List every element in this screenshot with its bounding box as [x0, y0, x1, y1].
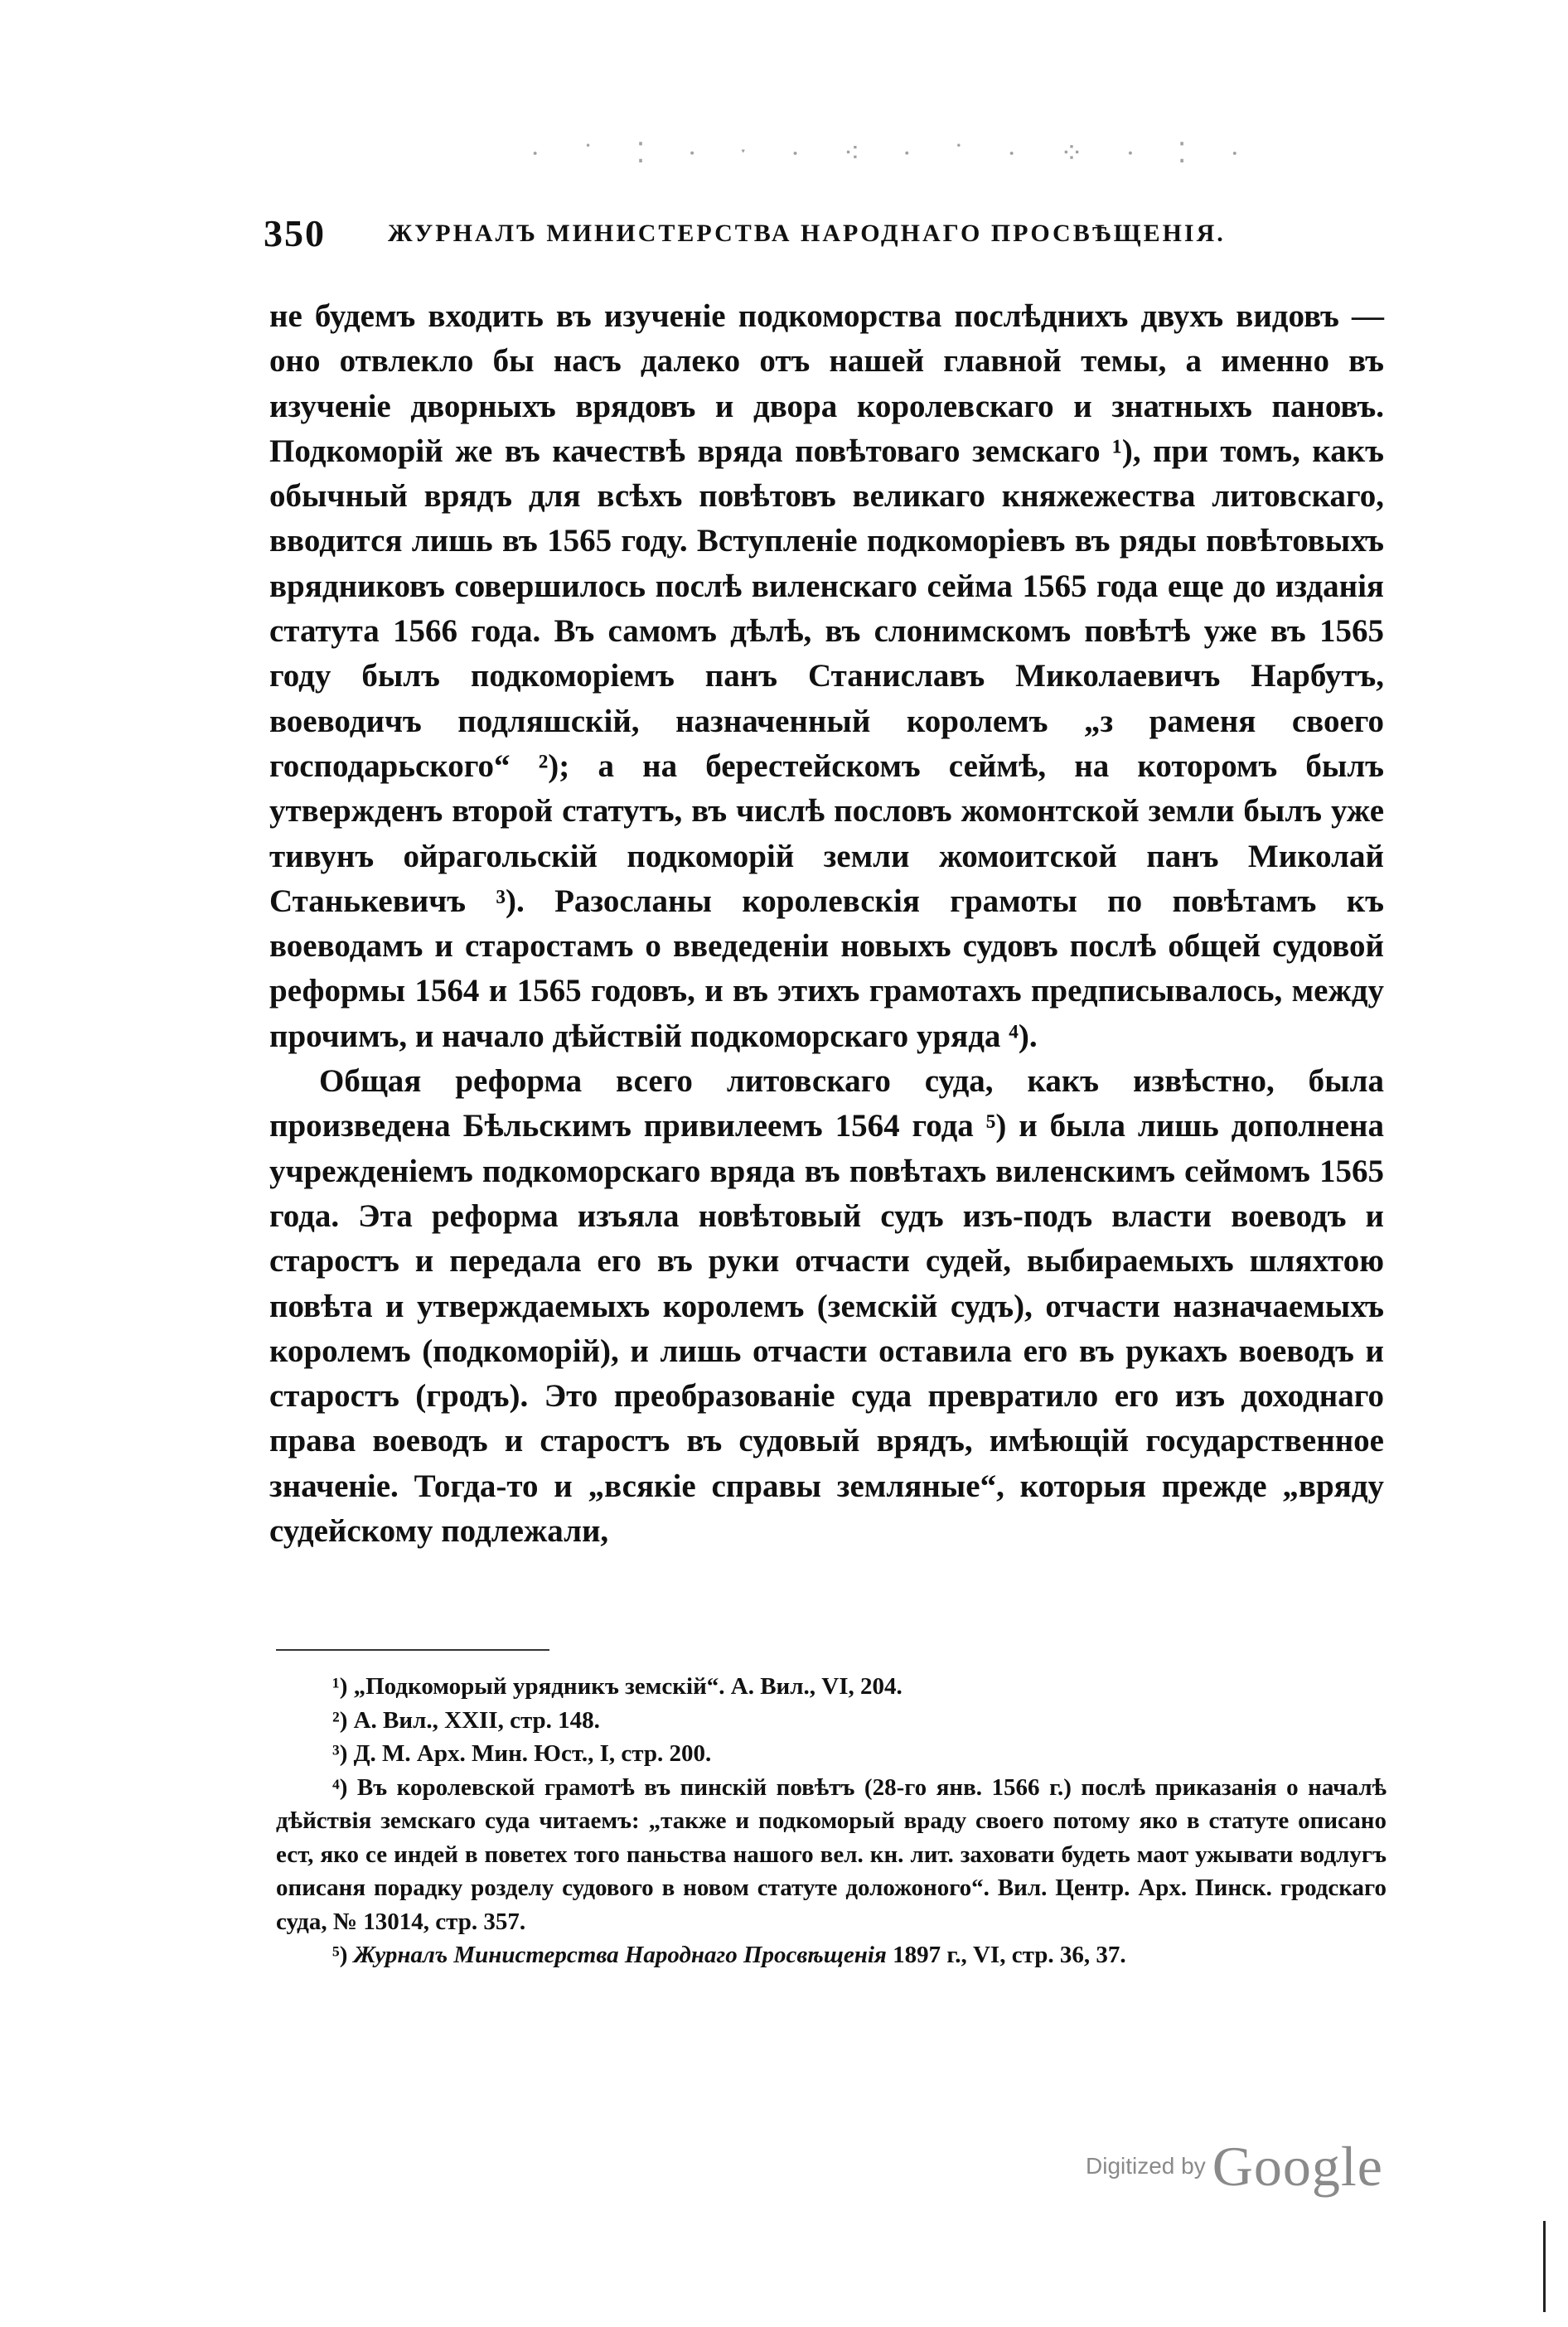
- running-title: ЖУРНАЛЪ МИНИСТЕРСТВА НАРОДНАГО ПРОСВѢЩЕНІЯ.: [388, 220, 1226, 247]
- scan-noise: · ˙ ⁚ ∙ ˑ · ⁖ ∙ ˙ · ⁘ ∙ ⁚ ·: [530, 138, 1258, 169]
- footnote-mark: ¹): [332, 1673, 348, 1700]
- footnote-mark: ⁴): [332, 1773, 348, 1801]
- page-number: 350: [264, 212, 326, 254]
- footnote-2: [276, 1704, 1387, 1738]
- footnote-text: „Подкоморый урядникъ земскій“. А. Вил., VI, 204.: [353, 1673, 903, 1700]
- footnote-1: [276, 1670, 1387, 1704]
- google-logo: Google: [1212, 2135, 1383, 2198]
- footnote-4: [276, 1771, 1387, 1939]
- footnote-3: [276, 1737, 1387, 1771]
- footnote-text: Въ королевской грамотѣ въ пинскій повѣтъ (28-го янв. 1566 г.) послѣ приказанія о началѣ дѣйствія земскаго суда читаемъ: „также и подкоморый враду своего потому яко в статуте описано ест, яко се индей в поветех того паньства нашого вел. кн. лит. заховати будеть маот ужывати водлугъ описаня порадку розделу судового в новом статуте доложоного“. Вил. Центр. Арх. Пинск. гродскаго суда, № 13014, стр. 357.: [276, 1773, 1387, 1935]
- paragraph-2: Общая реформа всего литовскаго суда, какъ извѣстно, была произведена Бѣльскимъ привилеемъ 1564 года ⁵) и была лишь дополнена учрежденіемъ подкоморскаго вряда въ повѣтахъ виленскимъ сеймомъ 1565 года. Эта реформа изъяла новѣтовый судъ изъ-подъ власти воеводъ и старостъ и передала его въ руки отчасти судей, выбираемыхъ шляхтою повѣта и утверждаемыхъ королемъ (земскій судъ), отчасти назначаемыхъ королемъ (подкоморій), и лишь отчасти оставила его въ рукахъ воеводъ и старостъ (гродъ). Это преобразованіе суда превратило его изъ доходнаго права воеводъ и старостъ въ судовый врядъ, имѣющій государственное значеніе. Тогда-то и „всякіе справы земляные“, которыя прежде „вряду судейскому подлежали,: [269, 1063, 1384, 1550]
- footnote-text: 1897 г., VI, стр. 36, 37.: [886, 1942, 1126, 1968]
- journal-title: Журналъ Министерства Народнаго Просвѣщенія: [353, 1942, 887, 1968]
- page-header: [264, 211, 1391, 261]
- footnote-mark: ³): [332, 1740, 348, 1767]
- footnote-mark: ²): [332, 1706, 348, 1734]
- footnote-5: [276, 1938, 1387, 1972]
- footnote-separator: [276, 1649, 549, 1651]
- main-text: [269, 294, 1384, 1554]
- paragraph-1: не будемъ входить въ изученіе подкоморства послѣднихъ двухъ видовъ — оно отвлекло бы насъ далеко отъ нашей главной темы, а именно въ изученіе дворныхъ врядовъ и двора королевскаго и знатныхъ пановъ. Подкоморій же въ качествѣ вряда повѣтоваго земскаго ¹), при томъ, какъ обычный врядъ для всѣхъ повѣтовъ великаго княжежества литовскаго, вводится лишь въ 1565 году. Вступленіе подкоморіевъ въ ряды повѣтовыхъ врядниковъ совершилось послѣ виленскаго сейма 1565 года еще до изданія статута 1566 года. Въ самомъ дѣлѣ, въ слонимскомъ повѣтѣ уже въ 1565 году былъ подкоморіемъ панъ Станиславъ Миколаевичъ Нарбутъ, воеводичъ подляшскій, назначенный королемъ „з раменя своего господарьского“ ²); а на берестейскомъ сеймѣ, на которомъ былъ утвержденъ второй статутъ, въ числѣ пословъ жомонтской земли былъ уже тивунъ ойрагольскій подкоморій земли жомоитской панъ Миколай Станькевичъ ³). Разосланы королевскія грамоты по повѣтамъ къ воеводамъ и старостамъ о введеденіи новыхъ судовъ послѣ общей судовой реформы 1564 и 1565 годовъ, и въ этихъ грамотахъ предписывалось, между прочимъ, и начало дѣйствій подкоморскаго уряда ⁴).: [269, 298, 1384, 1054]
- digitized-by-label: Digitized by: [1086, 2153, 1206, 2179]
- footnotes: [276, 1670, 1387, 1972]
- footnote-mark: ⁵): [332, 1942, 348, 1968]
- footnote-text: А. Вил., XXII, стр. 148.: [353, 1706, 600, 1734]
- page-edge-mark: [1543, 2221, 1546, 2312]
- digitized-watermark: [1086, 2134, 1383, 2199]
- footnote-text: Д. М. Арх. Мин. Юст., I, стр. 200.: [353, 1740, 712, 1767]
